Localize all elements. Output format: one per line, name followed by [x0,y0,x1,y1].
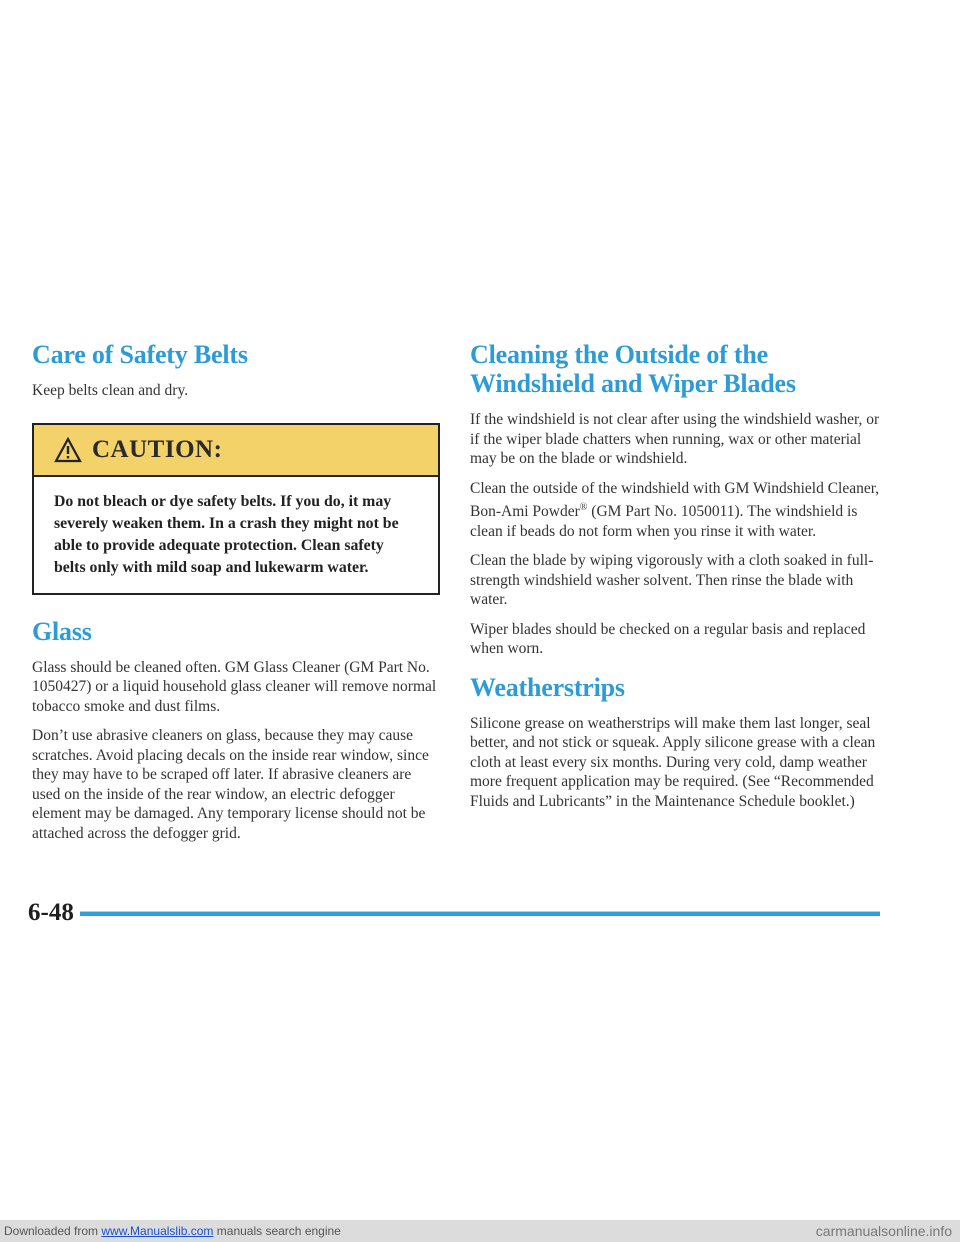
page-number: 6-48 [28,899,74,926]
cleaning-paragraph-2 [470,479,880,542]
cleaning-heading-line-1: Cleaning the Outside of the [470,340,768,369]
cleaning-heading-line-2: Windshield and Wiper Blades [470,369,796,398]
footer-rule [80,911,880,916]
cleaning-paragraph-4: Wiper blades should be checked on a regular basis and replaced when worn. [470,620,866,658]
glass-paragraph-2: Don’t use abrasive cleaners on glass, because they may cause scratches. Avoid placing decals on the inside rear window, since they may have to be scraped off later. If abrasive cleaners are used on the inside of the rear window, an electric defogger element may be damaged. Any temporary license should not be attached across the defogger grid. [32,727,429,842]
cleaning-paragraph-3: Clean the blade by wiping vigorously with a cloth soaked in full-strength windshield washer solvent. Then rinse the blade with water. [470,552,874,609]
cleaning-paragraph-1: If the windshield is not clear after using the windshield washer, or if the wiper blade chatters when running, wax or other material may be on the blade or windshield. [470,411,880,467]
care-text: Keep belts clean and dry. [32,382,189,399]
glass-heading: Glass [32,616,92,646]
left-column [32,340,440,843]
caution-box [32,423,440,595]
manualslib-link[interactable]: www.Manualslib.com [101,1224,214,1238]
watermark-text: carmanualsonline.info [815,1223,952,1239]
right-column [470,340,880,811]
page-footer [28,898,880,928]
download-bar [0,1220,960,1242]
cleaning-heading [470,340,880,398]
download-notice [0,1224,341,1238]
registered-mark: ® [579,502,588,513]
cleaning-p2-part-a: Clean the outside of the windshield with GM Windshield Cleaner, Bon-Ami Powder [470,479,880,521]
glass-paragraph-1: Glass should be cleaned often. GM Glass Cleaner (GM Part No. 1050427) or a liquid household glass cleaner will remove normal tobacco smoke and dust films. [32,658,437,715]
warning-triangle-icon [54,437,82,463]
download-suffix: manuals search engine [213,1224,341,1238]
caution-header [34,425,438,477]
caution-title: CAUTION: [92,435,223,463]
cleaning-p2-part-b: (GM Part No. 1050011). The windshield is clean if beads do not form when you rinse it with water. [470,503,858,540]
weatherstrips-heading: Weatherstrips [470,672,625,702]
download-prefix: Downloaded from [4,1224,102,1238]
caution-text: Do not bleach or dye safety belts. If you do, it may severely weaken them. In a crash they might not be able to provide adequate protection. Clean safety belts only with mild soap and lukewarm water. [54,492,399,576]
care-of-safety-belts-heading: Care of Safety Belts [32,340,248,369]
weatherstrips-paragraph: Silicone grease on weatherstrips will make them last longer, seal better, and not stick or squeak. Apply silicone grease with a clean cloth at least every six months. During very cold, damp weather more frequent application may be required. (See “Recommended Fluids and Lubricants” in the Maintenance Schedule booklet.) [470,714,876,810]
